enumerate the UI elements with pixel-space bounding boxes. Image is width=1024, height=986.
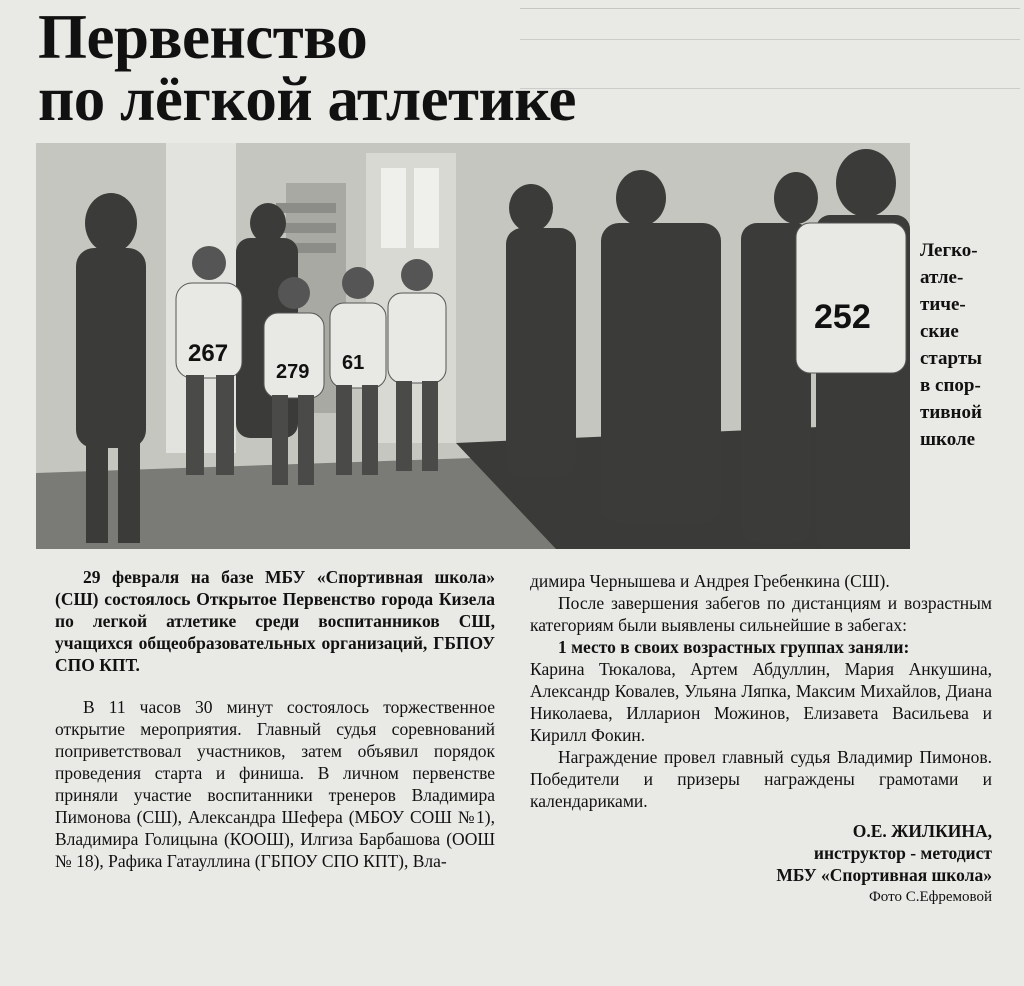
article-photo xyxy=(36,143,910,549)
title-line-1: Первенство xyxy=(38,2,368,72)
caption-line: старты xyxy=(920,348,982,369)
author-organization: МБУ «Спортивная школа» xyxy=(776,865,992,885)
caption-line: школе xyxy=(920,429,976,450)
photo-illustration xyxy=(36,143,910,549)
author-position: инструктор - методист xyxy=(813,843,992,863)
winners-heading: 1 место в своих возрастных группах заняли: xyxy=(558,637,910,657)
bib-number-2: 279 xyxy=(276,361,310,383)
article-paragraph-1: В 11 часов 30 минут состоялось торжественное открытие мероприятия. Главный судья соревнований поприветствовал участников, затем объявил порядок проведения старта и финиша. В личном первенстве приняли участие воспитанники тренеров Владимира Пимонова (СШ), Александра Шефера (МБОУ СОШ №1), Владимира Голицына (КООШ), Илгиза Барбашова (ООШ № 18), Рафика Гатауллина (ГБПОУ СПО КПТ), Вла- xyxy=(55,697,495,871)
article-paragraph-1-continued: димира Чернышева и Андрея Гребенкина (СШ). xyxy=(530,571,890,591)
article-column-right xyxy=(530,570,992,908)
caption-line: ские xyxy=(920,321,959,342)
caption-line: атле- xyxy=(920,267,964,288)
article-paragraph-2: После завершения забегов по дистанциям и возрастным категориям были выявлены сильнейшие в забегах: xyxy=(530,593,992,635)
caption-line: в спор- xyxy=(920,375,981,396)
caption-line: тивной xyxy=(920,402,982,423)
page-title xyxy=(38,2,778,134)
photo-credit: Фото С.Ефремовой xyxy=(868,889,992,905)
author-name: О.Е. ЖИЛКИНА, xyxy=(852,821,992,841)
photo-caption xyxy=(920,237,1002,453)
bib-number-1: 267 xyxy=(188,340,229,367)
title-line-2: по лёгкой атлетике xyxy=(38,64,576,134)
bib-number-4: 252 xyxy=(814,298,871,336)
article-paragraph-3: Награждение провел главный судья Владимир Пимонов. Победители и призеры награждены грамотами и календариками. xyxy=(530,747,992,811)
caption-line: Легко- xyxy=(920,240,978,261)
winners-list: Карина Тюкалова, Артем Абдуллин, Мария Анкушина, Александр Ковалев, Ульяна Ляпка, Максим Михайлов, Диана Николаева, Илларион Можинов, Елизавета Васильева и Кирилл Фокин. xyxy=(530,659,992,745)
article-lead: 29 февраля на базе МБУ «Спортивная школа» (СШ) состоялось Открытое Первенство города Кизела по легкой атлетике среди воспитанников СШ, учащихся общеобразовательных организаций, ГБПОУ СПО КПТ. xyxy=(55,567,495,675)
caption-line: тиче- xyxy=(920,294,966,315)
article-column-left xyxy=(55,566,495,872)
bib-number-3: 61 xyxy=(342,352,365,374)
